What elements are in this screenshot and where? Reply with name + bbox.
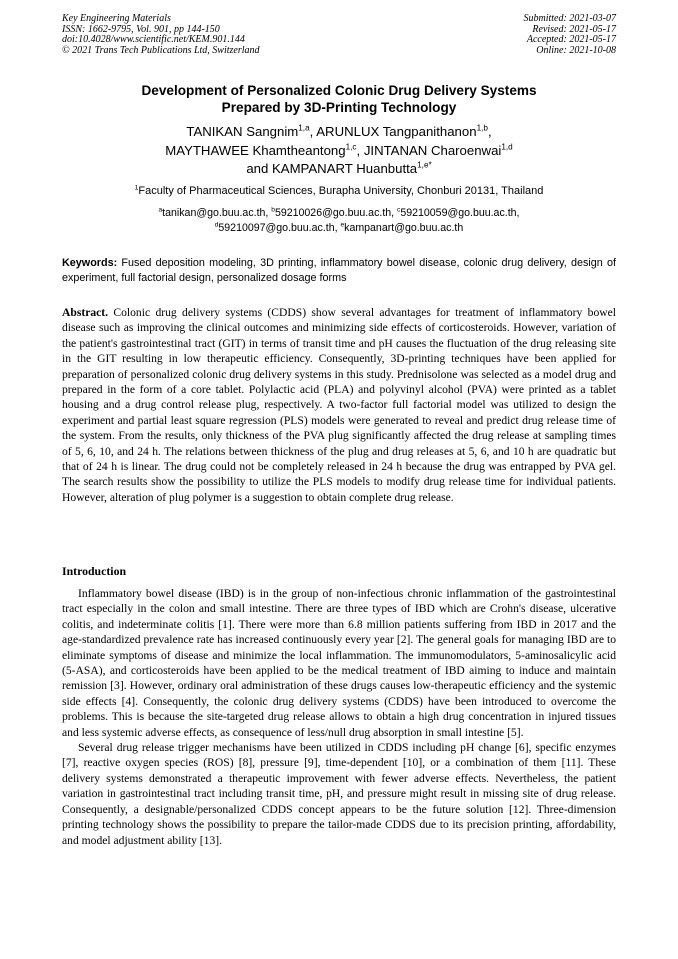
author-list	[62, 123, 616, 179]
author-affil-sup: 1,d	[501, 142, 513, 152]
email-address: kampanart@go.buu.ac.th	[344, 221, 464, 234]
author-conjunction: and	[246, 161, 272, 177]
paragraph: Inflammatory bowel disease (IBD) is in the group of non-infectious chronic inflammation of the gastrointestinal tract especially in the colon and small intestine. There are three types of IBD which are Crohn's disease, ulcerative colitis, and indeterminate colitis [1]. There were more than 6.8 million patients suffering from IBD in 2017 and the age-standardized prevalence rate has increased continuously every year [2]. The general goals for managing IBD are to eliminate symptoms of disease and minimize the local inflammation. The immunomodulators, 5-aminosalicylic acid (5-ASA), and corticosteroids have been applied to be the medical treatment of IBD aiming to induce and maintain remission [3]. However, ordinary oral administration of these drugs causes low-therapeutic efficiency and the systemic side effects [4]. Consequently, the colonic drug delivery systems (CDDS) have been introduced to overcome the problems. This is because the site-targeted drug release allows to obtain a high drug concentration in injured tissues and less systemic adverse effects, as consequence of less/null drug absorption in small intestine [5].	[62, 587, 616, 739]
email-line-2	[62, 221, 616, 236]
doi: doi:10.4028/www.scientific.net/KEM.901.144	[62, 34, 245, 46]
author-separator: ,	[487, 124, 492, 139]
author-separator: ,	[356, 142, 364, 158]
abstract-text: Colonic drug delivery systems (CDDS) show several advantages for treatment of inflammatory bowel disease such as improving the clinical outcomes and minimizing side effects of corticosteroids. However, variation of the patient's gastrointestinal tract (GIT) in terms of transit time and pH causes the fluctuation of the drug releasing site in the GIT resulting in low therapeutic efficiency. Consequently, 3D-printing techniques have been applied for preparation of personalized colonic drug delivery systems in this study. Prednisolone was selected as a model drug and prepared in the form of a core tablet. Polylactic acid (PLA) and polyvinyl alcohol (PVA) were printed as a tablet housing and a drug control release plug, respectively. A two-factor full factorial model was utilized to design the experiment and partial least square regression (PLS) models were generated to reveal and predict drug release time of the system. From the results, only thickness of the PVA plug significantly affected the drug release at sampling times of 5, 6, 10, and 24 h. The relations between thickness of the plug and drug releases at 5, 6, and 10 h are quadratic but that of 24 h is linear. The drug could not be completely released in 24 h because the drug was entrapped by PVA gel. The search results show the possibility to utilize the PLS models to modify drug release time for individual patients. However, alteration of plug polymer is a suggestion to obtain complete drug release.	[62, 306, 616, 504]
author-name: TANIKAN Sangnim	[186, 124, 299, 139]
dates-header	[524, 14, 617, 56]
email-line-1	[62, 206, 616, 221]
copyright: © 2021 Trans Tech Publications Ltd, Switzerland	[62, 44, 260, 56]
abstract-label: Abstract.	[62, 306, 109, 319]
affiliation-sup: 1	[134, 184, 139, 192]
author-affil-sup: 1,b	[476, 123, 488, 133]
submitted-date: Submitted: 2021-03-07	[523, 13, 616, 24]
email-address: tanikan@go.buu.ac.th	[162, 207, 266, 219]
author-line-2	[62, 142, 616, 161]
email-sup: d	[214, 221, 219, 229]
revised-date: Revised: 2021-05-17	[532, 23, 616, 35]
author-affil-sup: 1,c	[345, 142, 357, 152]
keywords-block	[62, 256, 616, 286]
online-date: Online: 2021-10-08	[536, 44, 616, 56]
keywords-label: Keywords:	[62, 257, 118, 269]
section-heading-introduction: Introduction	[62, 564, 127, 578]
paragraph: Several drug release trigger mechanisms have been utilized in CDDS including pH change [6], specific enzymes [7], reactive oxygen species (ROS) [8], pressure [9], time-dependent [10], or a combination of them [11]. These delivery systems demonstrated a therapeutic improvement with fewer adverse effects. Nevertheless, the patient variation in gastrointestinal tract including transit time, pH, and pressure might result in missing site of drug release. Consequently, a designable/personalized CDDS concept appears to be the future solution [12]. Three-dimension printing technology shows the possibility to prepare the tailor-made CDDS due to its precision printing, affordability, and model adjustment ability [13].	[62, 741, 616, 847]
author-separator: ,	[309, 124, 317, 139]
email-sup: e	[340, 221, 345, 229]
author-name: ARUNLUX Tangpanithanon	[316, 124, 477, 139]
email-separator: ,	[334, 221, 341, 234]
email-separator: ,	[391, 207, 398, 219]
paper-title	[62, 82, 616, 116]
author-affil-sup: 1,a	[298, 123, 310, 133]
title-line-2: Prepared by 3D-Printing Technology	[221, 100, 457, 115]
email-address: 59210026@go.buu.ac.th	[274, 207, 392, 219]
keywords-text: Fused deposition modeling, 3D printing, inflammatory bowel disease, colonic drug delivery, design of experiment, full factorial design, personalized dosage forms	[62, 257, 616, 285]
journal-name: Key Engineering Materials	[62, 13, 171, 24]
affiliation-text: Faculty of Pharmaceutical Sciences, Burapha University, Chonburi 20131, Thailand	[138, 185, 544, 197]
title-line-1: Development of Personalized Colonic Drug Delivery Systems	[141, 83, 537, 98]
author-affil-sup: 1,e*	[417, 160, 432, 170]
affiliation	[62, 184, 616, 198]
email-sup: b	[271, 206, 275, 214]
email-separator: ,	[516, 207, 520, 219]
author-name: MAYTHAWEE Khamtheantong	[165, 142, 346, 158]
accepted-date: Accepted: 2021-05-17	[526, 34, 616, 46]
author-line-1	[62, 123, 616, 142]
journal-header	[62, 14, 260, 56]
email-separator: ,	[265, 207, 272, 219]
issn: ISSN: 1662-9795, Vol. 901, pp 144-150	[62, 23, 220, 35]
author-name: JINTANAN Charoenwai	[363, 142, 502, 158]
email-sup: a	[158, 206, 163, 214]
introduction-body	[62, 586, 616, 848]
email-address: 59210059@go.buu.ac.th	[400, 207, 517, 219]
email-address: 59210097@go.buu.ac.th	[218, 221, 335, 234]
author-line-3	[62, 160, 616, 179]
email-sup: c	[397, 206, 401, 214]
abstract-block	[62, 305, 616, 505]
author-name: KAMPANART Huanbutta	[271, 161, 418, 177]
email-list	[62, 206, 616, 235]
